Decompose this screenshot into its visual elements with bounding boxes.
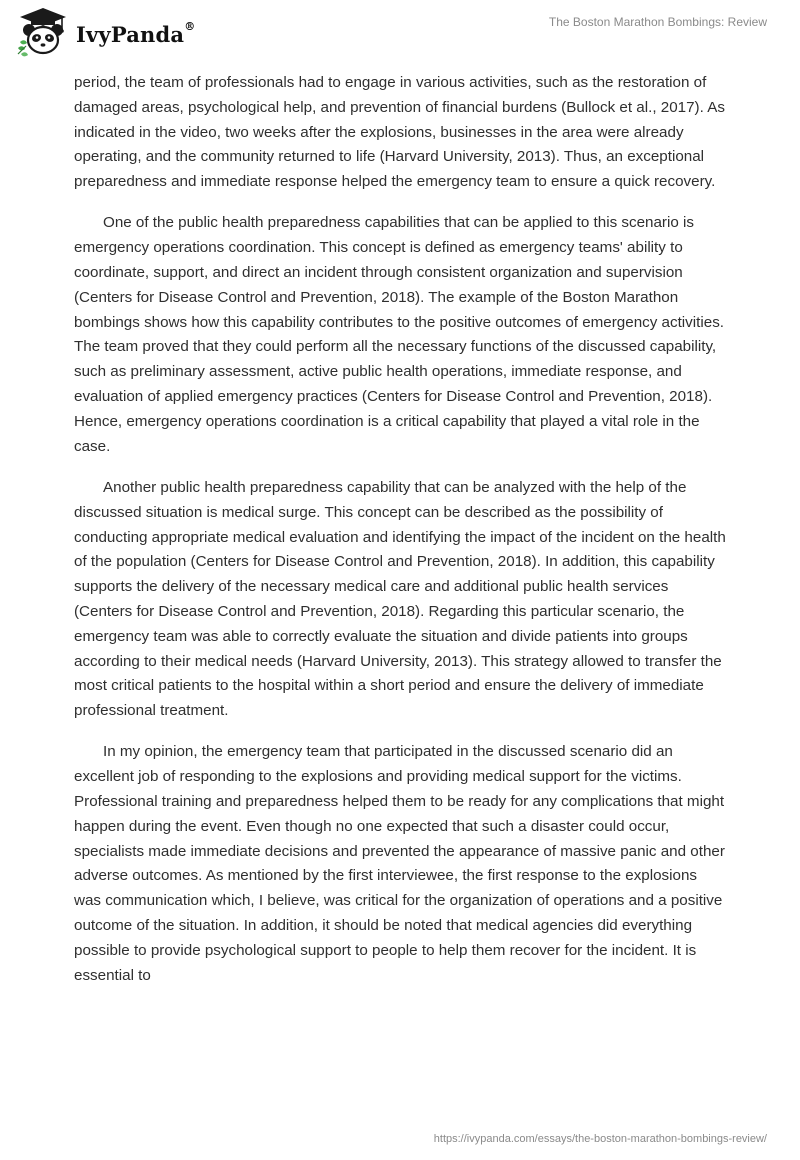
footer-url-link[interactable]: https://ivypanda.com/essays/the-boston-marathon-bombings-review/ — [433, 1133, 767, 1145]
ivypanda-logo[interactable] — [14, 6, 195, 58]
paragraph: In my opinion, the emergency team that participated in the discussed scenario did an excellent job of responding to the explosions and providing medical support for the victims. Professional training and preparedness helped them to be ready for any complications that might happen during the event. Even though no one expected that such a disaster could occur, specialists made immediate decisions and prevented the appearance of massive panic and other adverse outcomes. As mentioned by the first interviewee, the first response to the explosions was communication which, I believe, was critical for the organization of operations and a positive outcome of the situation. In addition, it should be noted that medical agencies did everything possible to provide psychological support to people to help them recover for the incident. It is essential to — [74, 743, 725, 984]
document-title: The Boston Marathon Bombings: Review — [548, 15, 767, 29]
paragraph: period, the team of professionals had to engage in various activities, such as the restoration of damaged areas, psychological help, and prevention of financial burdens (Bullock et al., 2017). As indicated in the video, two weeks after the explosions, businesses in the area were already operating, and the community returned to life (Harvard University, 2013). Thus, an exceptional preparedness and immediate response helped the emergency team to ensure a quick recovery. — [74, 74, 725, 191]
essay-body — [74, 71, 726, 1005]
page-header — [0, 0, 800, 70]
paragraph: Another public health preparedness capability that can be analyzed with the help of the discussed situation is medical surge. This concept can be described as the possibility of conducting appropriate medical evaluation and identifying the impact of the incident on the health of the population (Centers for Disease Control and Prevention, 2018). In addition, this capability supports the delivery of the necessary medical care and additional public health services (Centers for Disease Control and Prevention, 2018). Regarding this particular scenario, the emergency team was able to correctly evaluate the situation and divide patients into groups according to their medical needs (Harvard University, 2013). This strategy allowed to transfer the most critical patients to the hospital within a short period and ensure the delivery of immediate professional treatment. — [74, 478, 726, 720]
paragraph: One of the public health preparedness capabilities that can be applied to this scenario is emergency operations coordination. This concept is defined as emergency teams' ability to coordinate, support, and direct an incident through consistent organization and supervision (Centers for Disease Control and Prevention, 2018). The example of the Boston Marathon bombings shows how this capability contributes to the positive outcomes of emergency activities. The team proved that they could perform all the necessary functions of the discussed capability, such as preliminary assessment, active public health operations, immediate response, and evaluation of applied emergency practices (Centers for Disease Control and Prevention, 2018). Hence, emergency operations coordination is a critical capability that played a vital role in the case. — [74, 214, 725, 455]
brand-name: IvyPanda® — [76, 19, 196, 47]
panda-graduation-cap-icon — [14, 6, 72, 58]
